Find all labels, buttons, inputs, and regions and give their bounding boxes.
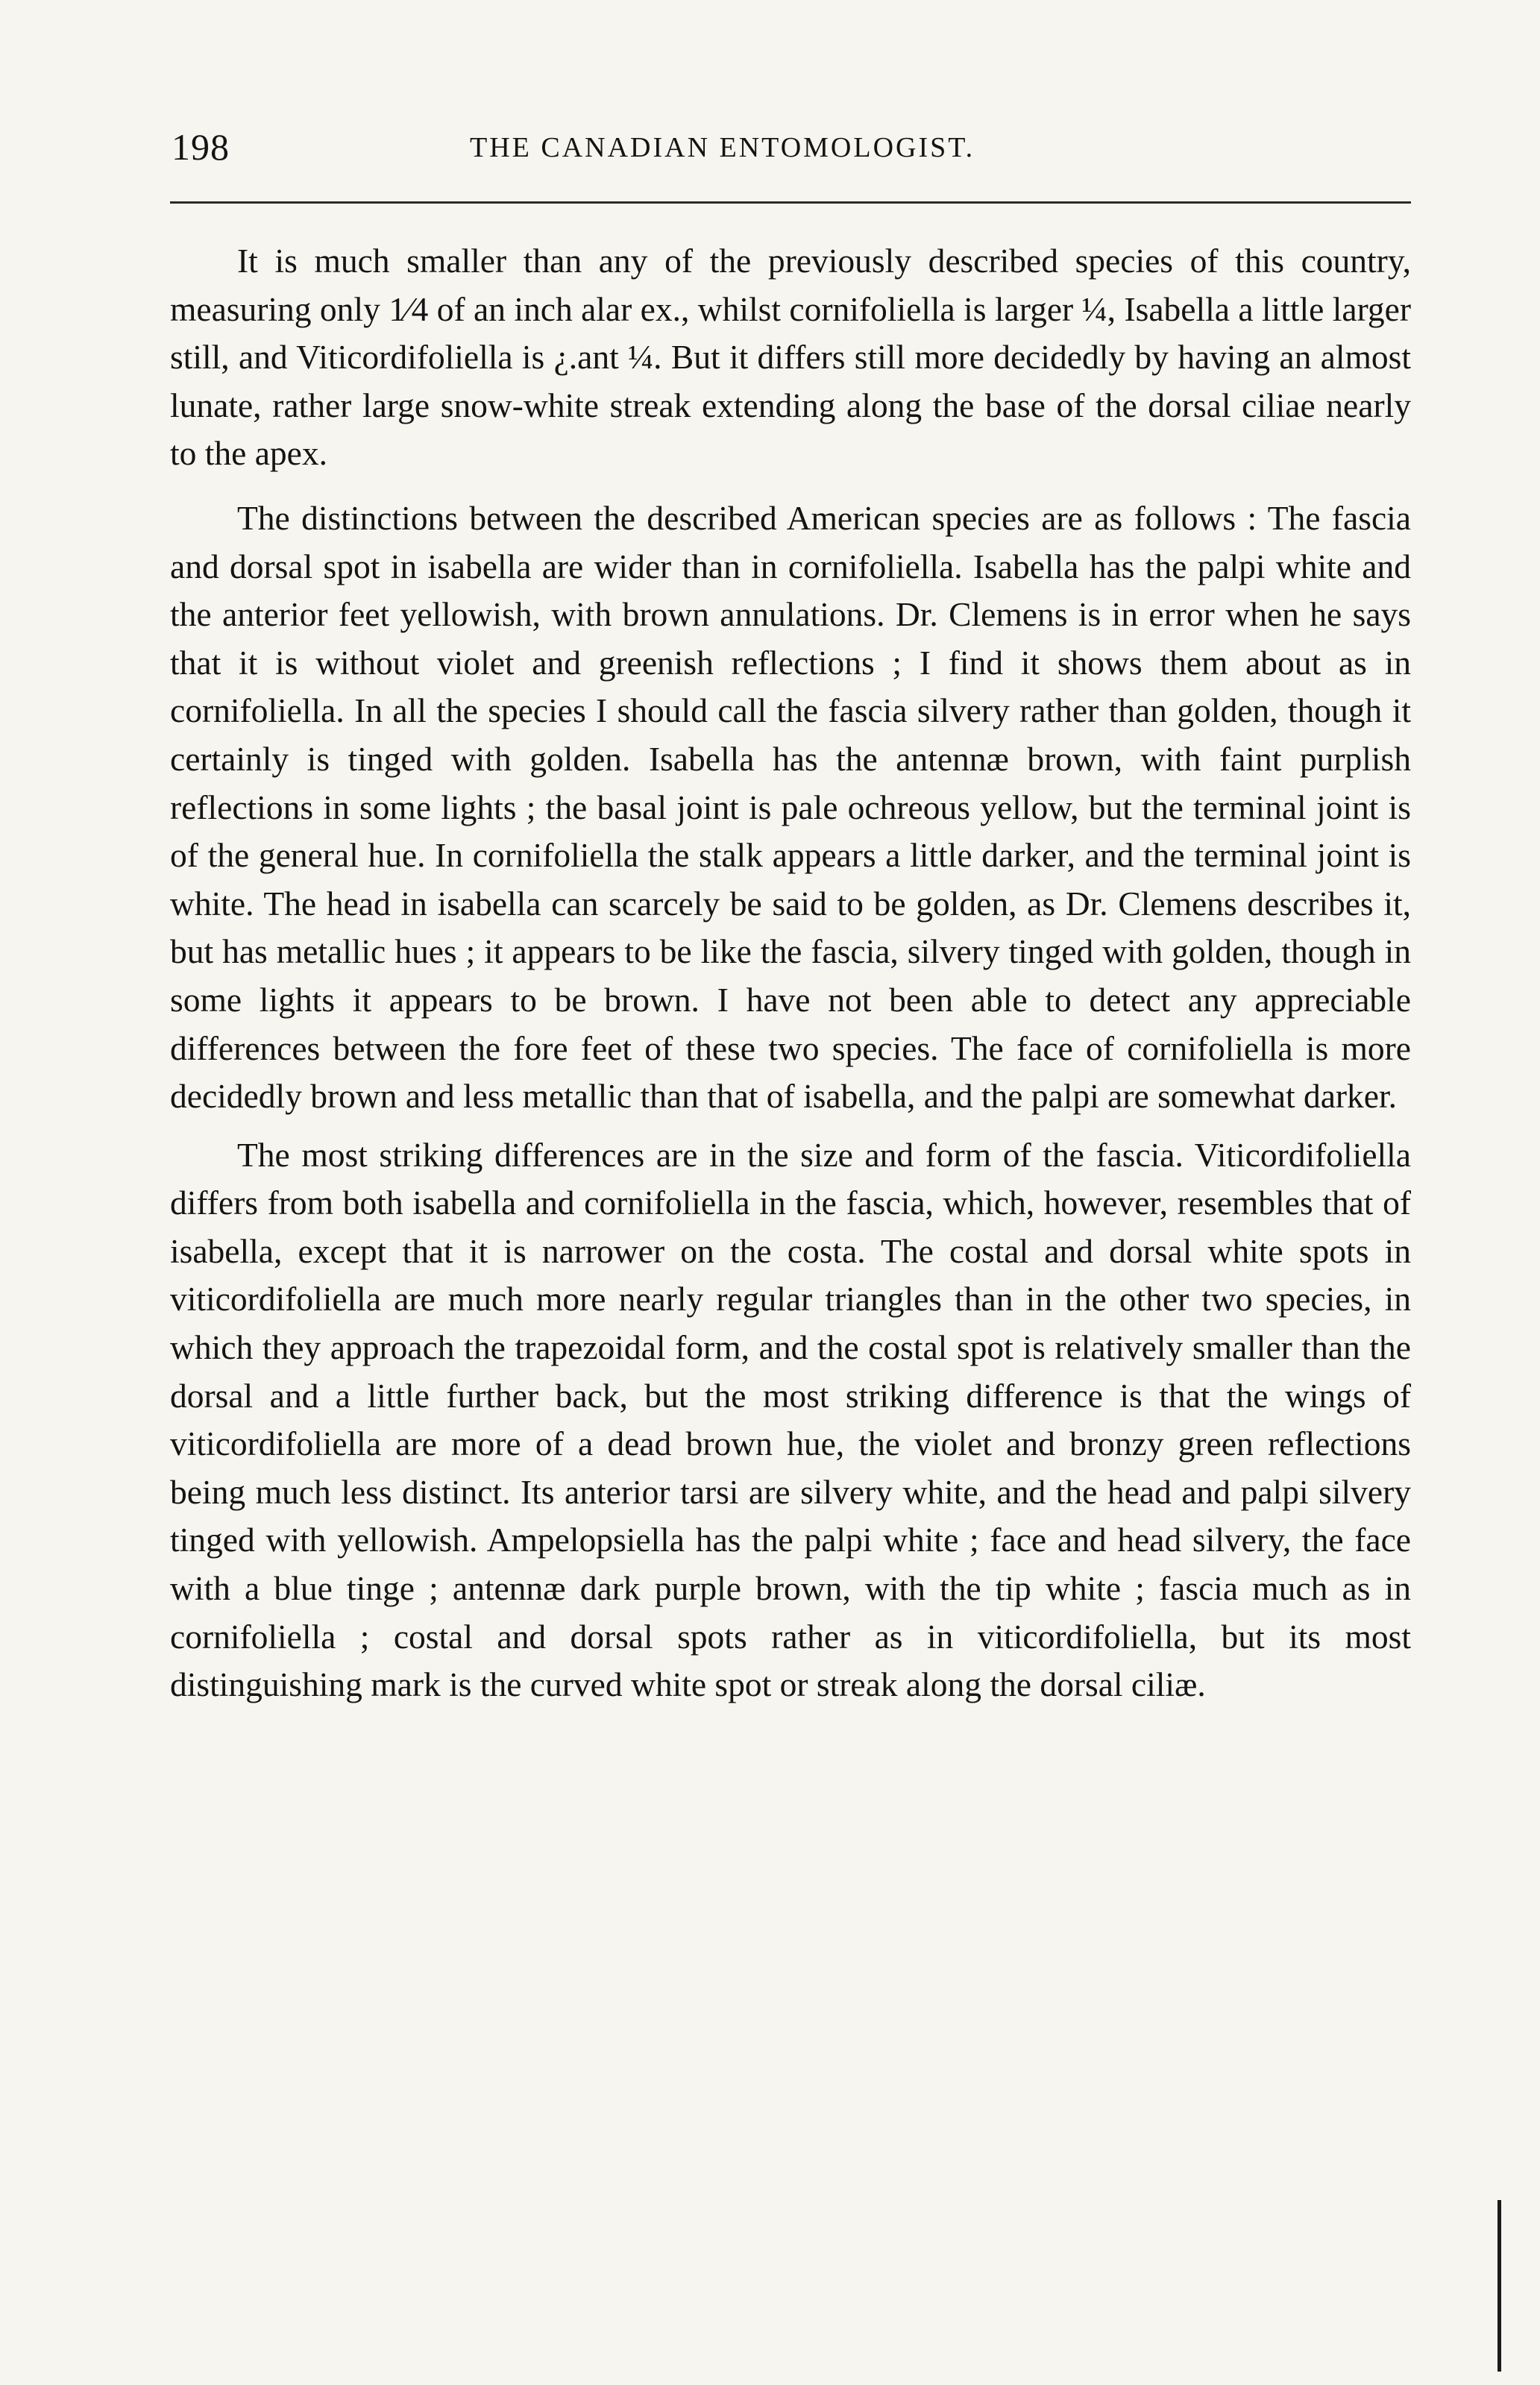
page-number: 198 xyxy=(172,126,230,168)
paragraph-3: The most striking differences are in the size and form of the fascia. Viticordifoliella differs from both isabella and cornifoliella in the fascia, which, however, resembles that of isabella, except that it is narrower on the costa. The costal and dorsal white spots in viticordifoliella are much more nearly regular triangles than in the other two species, in which they approach the trapezoidal form, and the costal spot is relatively smaller than the dorsal and a little further back, but the most striking difference is that the wings of viticordifoliella are more of a dead brown hue, the violet and bronzy green reflections being much less distinct. Its anterior tarsi are silvery white, and the head and palpi silvery tinged with yellowish. Ampelopsiella has the palpi white ; face and head silvery, the face with a blue tinge ; antennæ dark purple brown, with the tip white ; fascia much as in cornifoliella ; costal and dorsal spots rather as in viticordifoliella, but its most distinguishing mark is the curved white spot or streak along the dorsal ciliæ. xyxy=(170,1135,1411,1704)
header-rule xyxy=(170,201,1411,204)
running-head: THE CANADIAN ENTOMOLOGIST. xyxy=(470,132,975,163)
paragraph-2: The distinctions between the described American species are as follows : The fascia and dorsal spot in isabella are wider than in cornifoliella. Isabella has the palpi white and the anterior feet yellowish, with brown annulations. Dr. Clemens is in error when he says that it is without violet and greenish reflections ; I find it shows them about as in cornifoliella. In all the species I should call the fascia silvery rather than golden, though it certainly is tinged with golden. Isabella has the antennæ brown, with faint purplish reflections in some lights ; the basal joint is pale ochreous yellow, but the terminal joint is of the general hue. In cornifoliella the stalk appears a little darker, and the terminal joint is white. The head in isabella can scarcely be said to be golden, as Dr. Clemens describes it, but has metallic hues ; it appears to be like the fascia, silvery tinged with golden, though in some lights it appears to be brown. I have not been able to detect any appreciable differences between the fore feet of these two species. The face of cornifoliella is more decidedly brown and less metallic than that of isabella, and the palpi are somewhat darker. xyxy=(170,498,1411,1116)
body-text xyxy=(170,237,1411,1720)
page-header xyxy=(172,125,1409,170)
margin-mark xyxy=(1497,2200,1501,2372)
paragraph-1: It is much smaller than any of the previously described species of this country, measuring only 1⁄4 of an inch alar ex., whilst cornifoliella is larger ¼, Isabella a little larger still, and Viticordifoliella is ¿.ant ¼. But it differs still more decidedly by having an almost lunate, rather large snow-white streak extending along the base of the dorsal ciliae nearly to the apex. xyxy=(170,242,1411,473)
